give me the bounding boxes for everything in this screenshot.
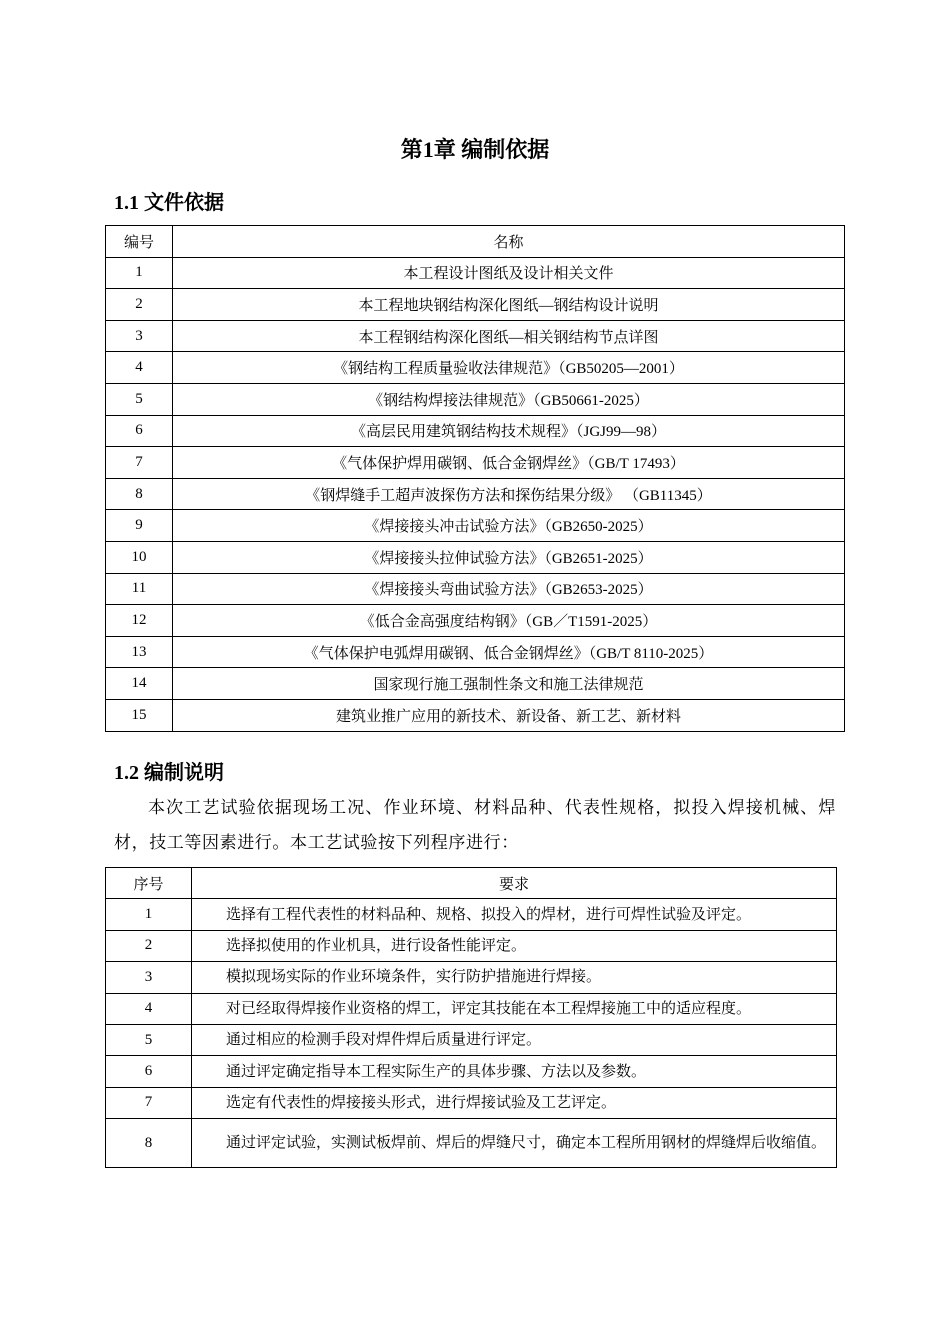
table-row bbox=[106, 1056, 837, 1087]
table-row bbox=[106, 447, 845, 479]
table-row bbox=[106, 289, 845, 321]
requirement-text: 通过相应的检测手段对焊件焊后质量进行评定。 bbox=[192, 1024, 837, 1055]
table-row bbox=[106, 899, 837, 930]
row-number: 14 bbox=[106, 668, 173, 700]
row-seq: 6 bbox=[106, 1056, 192, 1087]
document-name: 《钢结构工程质量验收法律规范》（GB50205—2001） bbox=[173, 352, 845, 384]
document-name: 本工程设计图纸及设计相关文件 bbox=[173, 257, 845, 289]
document-name: 《低合金高强度结构钢》（GB／T1591-2025） bbox=[173, 605, 845, 637]
requirement-text: 模拟现场实际的作业环境条件，实行防护措施进行焊接。 bbox=[192, 962, 837, 993]
table-row bbox=[106, 573, 845, 605]
row-number: 4 bbox=[106, 352, 173, 384]
section-heading-file-basis: 1.1 文件依据 bbox=[114, 192, 224, 214]
table-header-row bbox=[106, 226, 845, 258]
requirement-text: 通过评定确定指导本工程实际生产的具体步骤、方法以及参数。 bbox=[192, 1056, 837, 1087]
document-name: 《高层民用建筑钢结构技术规程》（JGJ99—98） bbox=[173, 415, 845, 447]
row-seq: 1 bbox=[106, 899, 192, 930]
document-name: 国家现行施工强制性条文和施工法律规范 bbox=[173, 668, 845, 700]
procedure-table bbox=[105, 867, 837, 1168]
row-number: 13 bbox=[106, 636, 173, 668]
table-row bbox=[106, 1024, 837, 1055]
row-number: 11 bbox=[106, 573, 173, 605]
column-header-seq: 序号 bbox=[106, 868, 192, 899]
table-row bbox=[106, 668, 845, 700]
table-row bbox=[106, 605, 845, 637]
table-row bbox=[106, 510, 845, 542]
table-header-row bbox=[106, 868, 837, 899]
column-header-name: 名称 bbox=[173, 226, 845, 258]
row-number: 1 bbox=[106, 257, 173, 289]
table-row bbox=[106, 636, 845, 668]
row-seq: 2 bbox=[106, 930, 192, 961]
table-row bbox=[106, 383, 845, 415]
row-number: 5 bbox=[106, 383, 173, 415]
table-row bbox=[106, 699, 845, 731]
document-name: 《气体保护焊用碳钢、低合金钢焊丝》（GB/T 17493） bbox=[173, 447, 845, 479]
section-heading-compilation-notes: 1.2 编制说明 bbox=[114, 762, 224, 784]
table-row bbox=[106, 415, 845, 447]
chapter-title: 第1章 编制依据 bbox=[400, 137, 550, 162]
document-name: 《焊接接头冲击试验方法》（GB2650-2025） bbox=[173, 510, 845, 542]
document-name: 《焊接接头弯曲试验方法》（GB2653-2025） bbox=[173, 573, 845, 605]
row-number: 3 bbox=[106, 320, 173, 352]
document-name: 建筑业推广应用的新技术、新设备、新工艺、新材料 bbox=[173, 699, 845, 731]
row-number: 10 bbox=[106, 541, 173, 573]
compilation-paragraph: 本次工艺试验依据现场工况、作业环境、材料品种、代表性规格，拟投入焊接机械、焊材，技工等因素进行。本工艺试验按下列程序进行： bbox=[114, 798, 836, 852]
document-name: 《气体保护电弧焊用碳钢、低合金钢焊丝》（GB/T 8110-2025） bbox=[173, 636, 845, 668]
table-row bbox=[106, 352, 845, 384]
row-seq: 7 bbox=[106, 1087, 192, 1118]
row-number: 12 bbox=[106, 605, 173, 637]
requirement-text: 选择拟使用的作业机具，进行设备性能评定。 bbox=[192, 930, 837, 961]
row-number: 8 bbox=[106, 478, 173, 510]
row-seq: 5 bbox=[106, 1024, 192, 1055]
table-row bbox=[106, 320, 845, 352]
row-number: 9 bbox=[106, 510, 173, 542]
file-basis-table bbox=[105, 225, 845, 732]
column-header-requirement: 要求 bbox=[192, 868, 837, 899]
row-seq: 4 bbox=[106, 993, 192, 1024]
table-row bbox=[106, 541, 845, 573]
row-number: 15 bbox=[106, 699, 173, 731]
requirement-text: 通过评定试验，实测试板焊前、焊后的焊缝尺寸，确定本工程所用钢材的焊缝焊后收缩值。 bbox=[192, 1119, 837, 1168]
table-row bbox=[106, 257, 845, 289]
document-name: 《钢结构焊接法律规范》（GB50661-2025） bbox=[173, 383, 845, 415]
row-number: 7 bbox=[106, 447, 173, 479]
table-row bbox=[106, 1087, 837, 1118]
procedure-table-body bbox=[106, 899, 837, 1168]
requirement-text: 选择有工程代表性的材料品种、规格、拟投入的焊材，进行可焊性试验及评定。 bbox=[192, 899, 837, 930]
document-name: 本工程地块钢结构深化图纸—钢结构设计说明 bbox=[173, 289, 845, 321]
row-number: 2 bbox=[106, 289, 173, 321]
document-name: 《焊接接头拉伸试验方法》（GB2651-2025） bbox=[173, 541, 845, 573]
document-name: 《钢焊缝手工超声波探伤方法和探伤结果分级》 （GB11345） bbox=[173, 478, 845, 510]
table-row bbox=[106, 993, 837, 1024]
row-seq: 3 bbox=[106, 962, 192, 993]
table-row bbox=[106, 478, 845, 510]
document-name: 本工程钢结构深化图纸—相关钢结构节点详图 bbox=[173, 320, 845, 352]
table-row bbox=[106, 1119, 837, 1168]
row-number: 6 bbox=[106, 415, 173, 447]
row-seq: 8 bbox=[106, 1119, 192, 1168]
column-header-number: 编号 bbox=[106, 226, 173, 258]
requirement-text: 对已经取得焊接作业资格的焊工，评定其技能在本工程焊接施工中的适应程度。 bbox=[192, 993, 837, 1024]
table-row bbox=[106, 962, 837, 993]
file-basis-table-body bbox=[106, 257, 845, 731]
requirement-text: 选定有代表性的焊接接头形式，进行焊接试验及工艺评定。 bbox=[192, 1087, 837, 1118]
table-row bbox=[106, 930, 837, 961]
